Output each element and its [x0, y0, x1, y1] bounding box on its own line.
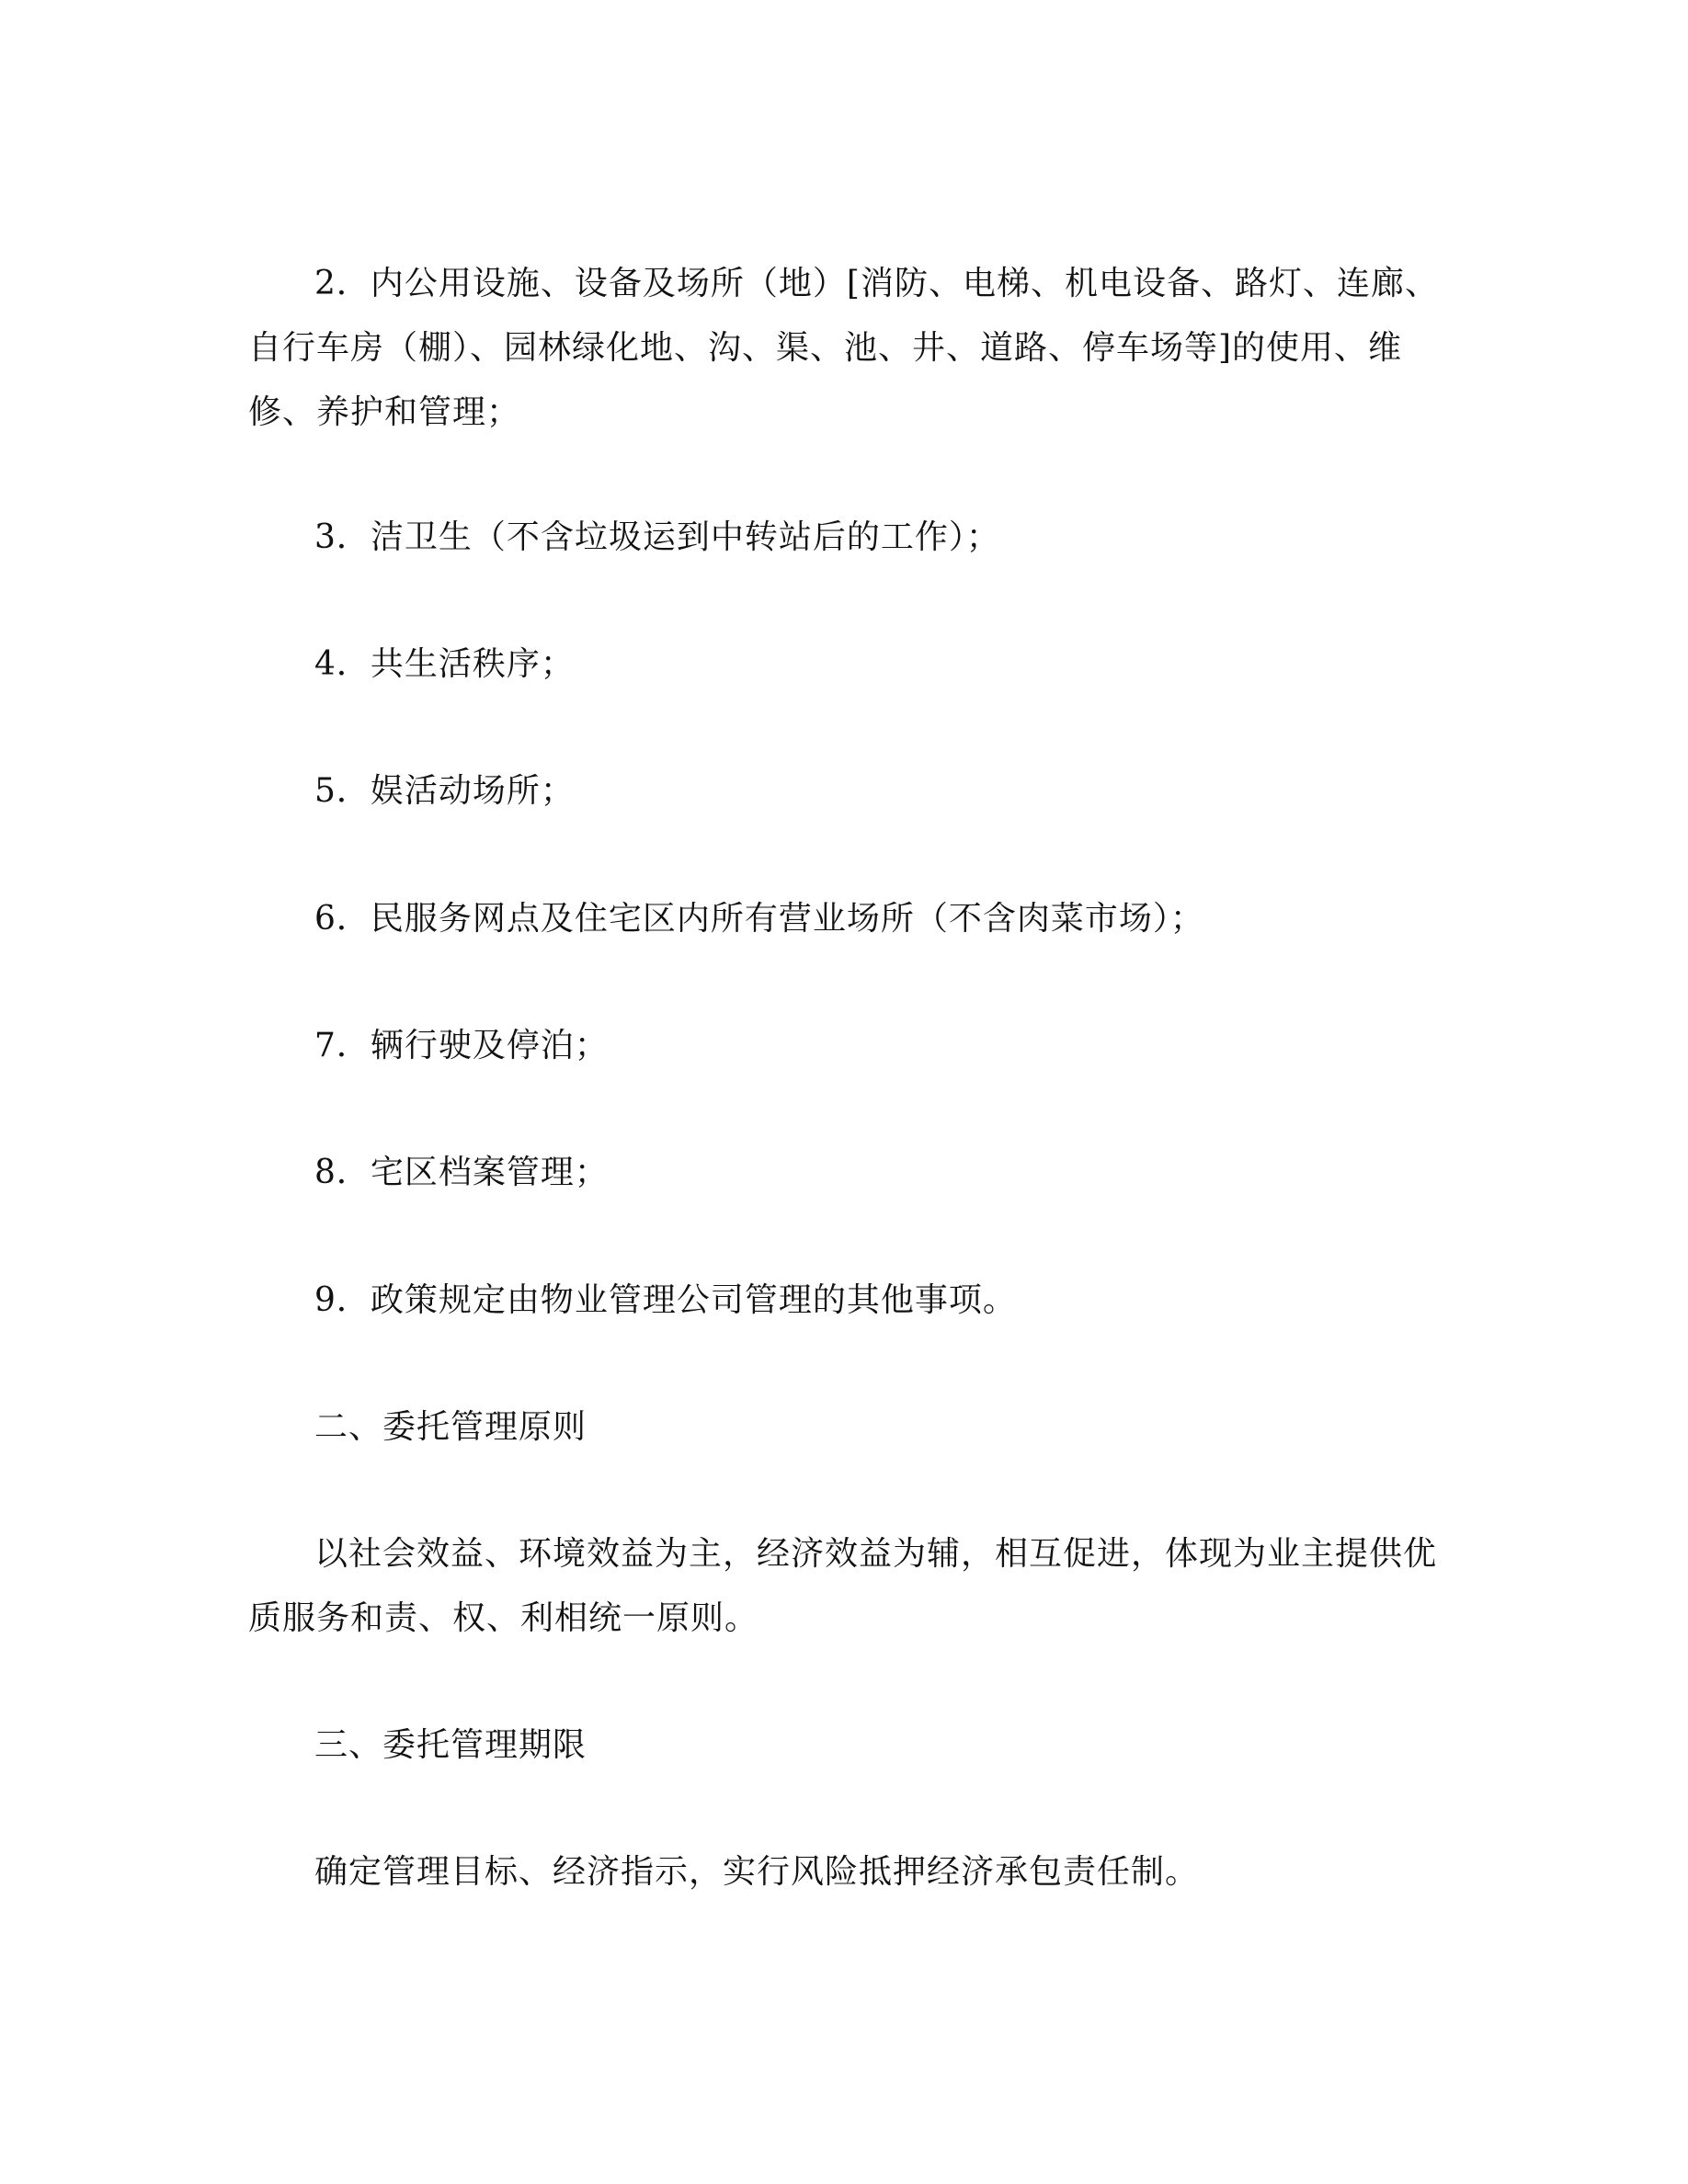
- paragraph-item-9: 9．政策规定由物业管理公司管理的其他事项。: [314, 1281, 1017, 1319]
- paragraph-item-5: 5．娱活动场所；: [314, 772, 575, 810]
- paragraph-item-4: 4．共生活秩序；: [314, 645, 575, 683]
- paragraph-item-6: 6．民服务网点及住宅区内所有营业场所（不含肉菜市场）；: [314, 900, 1204, 938]
- paragraph-item-7: 7．辆行驶及停泊；: [314, 1027, 609, 1064]
- principles-paragraph: 以社会效益、环境效益为主，经济效益为辅，相互促进，体现为业主提供优质服务和责、权、利相统一原则。: [248, 1535, 1438, 1637]
- section-heading-principles: 二、委托管理原则: [314, 1408, 587, 1446]
- term-paragraph: 确定管理目标、经济指示，实行风险抵押经济承包责任制。: [314, 1853, 1200, 1891]
- paragraph-item-3: 3．洁卫生（不含垃圾运到中转站后的工作）；: [314, 518, 1000, 556]
- paragraph-item-8: 8．宅区档案管理；: [314, 1154, 609, 1191]
- section-heading-term: 三、委托管理期限: [314, 1726, 587, 1764]
- paragraph-item-2: 2．内公用设施、设备及场所（地）[消防、电梯、机电设备、路灯、连廊、自行车房（棚）、园林绿化地、沟、渠、池、井、道路、停车场等]的使用、维修、养护和管理；: [248, 265, 1439, 431]
